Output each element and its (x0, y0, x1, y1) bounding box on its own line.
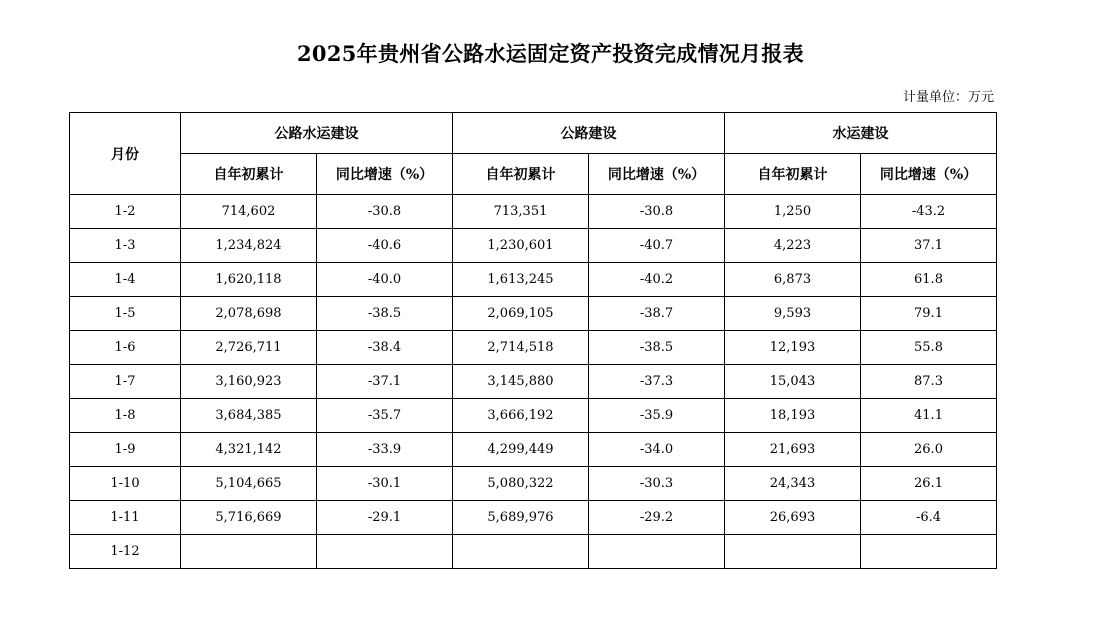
table-row (70, 229, 997, 263)
cell-month: 1-11 (70, 501, 181, 535)
cell-water-yoy: 26.1 (861, 467, 997, 501)
cell-total-cumulative: 3,684,385 (181, 399, 317, 433)
table-row (70, 195, 997, 229)
cell-month: 1-9 (70, 433, 181, 467)
header-total-yoy: 同比增速（%） (317, 154, 453, 195)
cell-road-cumulative: 3,666,192 (453, 399, 589, 433)
cell-road-cumulative: 1,230,601 (453, 229, 589, 263)
cell-water-yoy: 41.1 (861, 399, 997, 433)
cell-road-cumulative (453, 535, 589, 569)
header-total-cumulative: 自年初累计 (181, 154, 317, 195)
cell-total-cumulative: 714,602 (181, 195, 317, 229)
cell-road-yoy: -37.3 (589, 365, 725, 399)
report-table (69, 112, 997, 569)
cell-month: 1-6 (70, 331, 181, 365)
cell-water-yoy: -6.4 (861, 501, 997, 535)
cell-road-yoy: -40.2 (589, 263, 725, 297)
cell-total-cumulative: 4,321,142 (181, 433, 317, 467)
cell-month: 1-3 (70, 229, 181, 263)
cell-total-yoy (317, 535, 453, 569)
cell-road-yoy: -40.7 (589, 229, 725, 263)
header-month: 月份 (70, 113, 181, 195)
table-row (70, 331, 997, 365)
header-road-cumulative: 自年初累计 (453, 154, 589, 195)
cell-road-cumulative: 5,689,976 (453, 501, 589, 535)
cell-road-cumulative: 3,145,880 (453, 365, 589, 399)
cell-water-cumulative: 21,693 (725, 433, 861, 467)
cell-month: 1-10 (70, 467, 181, 501)
cell-water-yoy (861, 535, 997, 569)
header-group-water: 水运建设 (725, 113, 997, 154)
cell-road-cumulative: 4,299,449 (453, 433, 589, 467)
cell-water-cumulative: 24,343 (725, 467, 861, 501)
header-water-cumulative: 自年初累计 (725, 154, 861, 195)
cell-water-cumulative: 6,873 (725, 263, 861, 297)
cell-water-cumulative: 12,193 (725, 331, 861, 365)
cell-total-cumulative (181, 535, 317, 569)
cell-water-yoy: 37.1 (861, 229, 997, 263)
header-group-total: 公路水运建设 (181, 113, 453, 154)
cell-month: 1-4 (70, 263, 181, 297)
cell-water-cumulative: 15,043 (725, 365, 861, 399)
cell-total-cumulative: 3,160,923 (181, 365, 317, 399)
cell-water-cumulative: 4,223 (725, 229, 861, 263)
cell-total-cumulative: 5,716,669 (181, 501, 317, 535)
table-row (70, 399, 997, 433)
unit-label: 计量单位：万元 (902, 90, 994, 105)
table-row (70, 263, 997, 297)
cell-total-cumulative: 1,620,118 (181, 263, 317, 297)
cell-water-cumulative (725, 535, 861, 569)
cell-road-yoy: -30.8 (589, 195, 725, 229)
cell-month: 1-5 (70, 297, 181, 331)
header-road-yoy: 同比增速（%） (589, 154, 725, 195)
cell-road-yoy: -35.9 (589, 399, 725, 433)
table-row (70, 535, 997, 569)
cell-total-cumulative: 1,234,824 (181, 229, 317, 263)
cell-total-yoy: -40.6 (317, 229, 453, 263)
cell-total-yoy: -30.1 (317, 467, 453, 501)
cell-water-yoy: 26.0 (861, 433, 997, 467)
cell-month: 1-8 (70, 399, 181, 433)
cell-water-yoy: -43.2 (861, 195, 997, 229)
cell-water-cumulative: 18,193 (725, 399, 861, 433)
cell-road-cumulative: 5,080,322 (453, 467, 589, 501)
cell-total-yoy: -33.9 (317, 433, 453, 467)
cell-total-cumulative: 5,104,665 (181, 467, 317, 501)
page-title: 2025年贵州省公路水运固定资产投资完成情况月报表 (297, 41, 804, 66)
header-row-groups (70, 113, 997, 154)
header-row-sub (70, 154, 997, 195)
cell-total-yoy: -38.5 (317, 297, 453, 331)
cell-total-yoy: -38.4 (317, 331, 453, 365)
cell-total-yoy: -30.8 (317, 195, 453, 229)
cell-road-cumulative: 1,613,245 (453, 263, 589, 297)
cell-road-cumulative: 2,714,518 (453, 331, 589, 365)
table-row (70, 297, 997, 331)
cell-total-yoy: -40.0 (317, 263, 453, 297)
cell-road-yoy (589, 535, 725, 569)
cell-water-cumulative: 26,693 (725, 501, 861, 535)
table-row (70, 467, 997, 501)
cell-total-cumulative: 2,078,698 (181, 297, 317, 331)
cell-water-yoy: 87.3 (861, 365, 997, 399)
cell-month: 1-2 (70, 195, 181, 229)
cell-water-cumulative: 9,593 (725, 297, 861, 331)
cell-month: 1-7 (70, 365, 181, 399)
header-group-road: 公路建设 (453, 113, 725, 154)
cell-road-yoy: -29.2 (589, 501, 725, 535)
cell-road-cumulative: 713,351 (453, 195, 589, 229)
cell-month: 1-12 (70, 535, 181, 569)
table-row (70, 501, 997, 535)
cell-road-yoy: -30.3 (589, 467, 725, 501)
cell-road-yoy: -38.7 (589, 297, 725, 331)
cell-total-yoy: -37.1 (317, 365, 453, 399)
cell-total-yoy: -29.1 (317, 501, 453, 535)
cell-water-yoy: 61.8 (861, 263, 997, 297)
cell-water-yoy: 55.8 (861, 331, 997, 365)
cell-road-yoy: -34.0 (589, 433, 725, 467)
cell-road-yoy: -38.5 (589, 331, 725, 365)
cell-water-cumulative: 1,250 (725, 195, 861, 229)
table-row (70, 433, 997, 467)
cell-water-yoy: 79.1 (861, 297, 997, 331)
header-water-yoy: 同比增速（%） (861, 154, 997, 195)
table-row (70, 365, 997, 399)
cell-road-cumulative: 2,069,105 (453, 297, 589, 331)
cell-total-cumulative: 2,726,711 (181, 331, 317, 365)
cell-total-yoy: -35.7 (317, 399, 453, 433)
